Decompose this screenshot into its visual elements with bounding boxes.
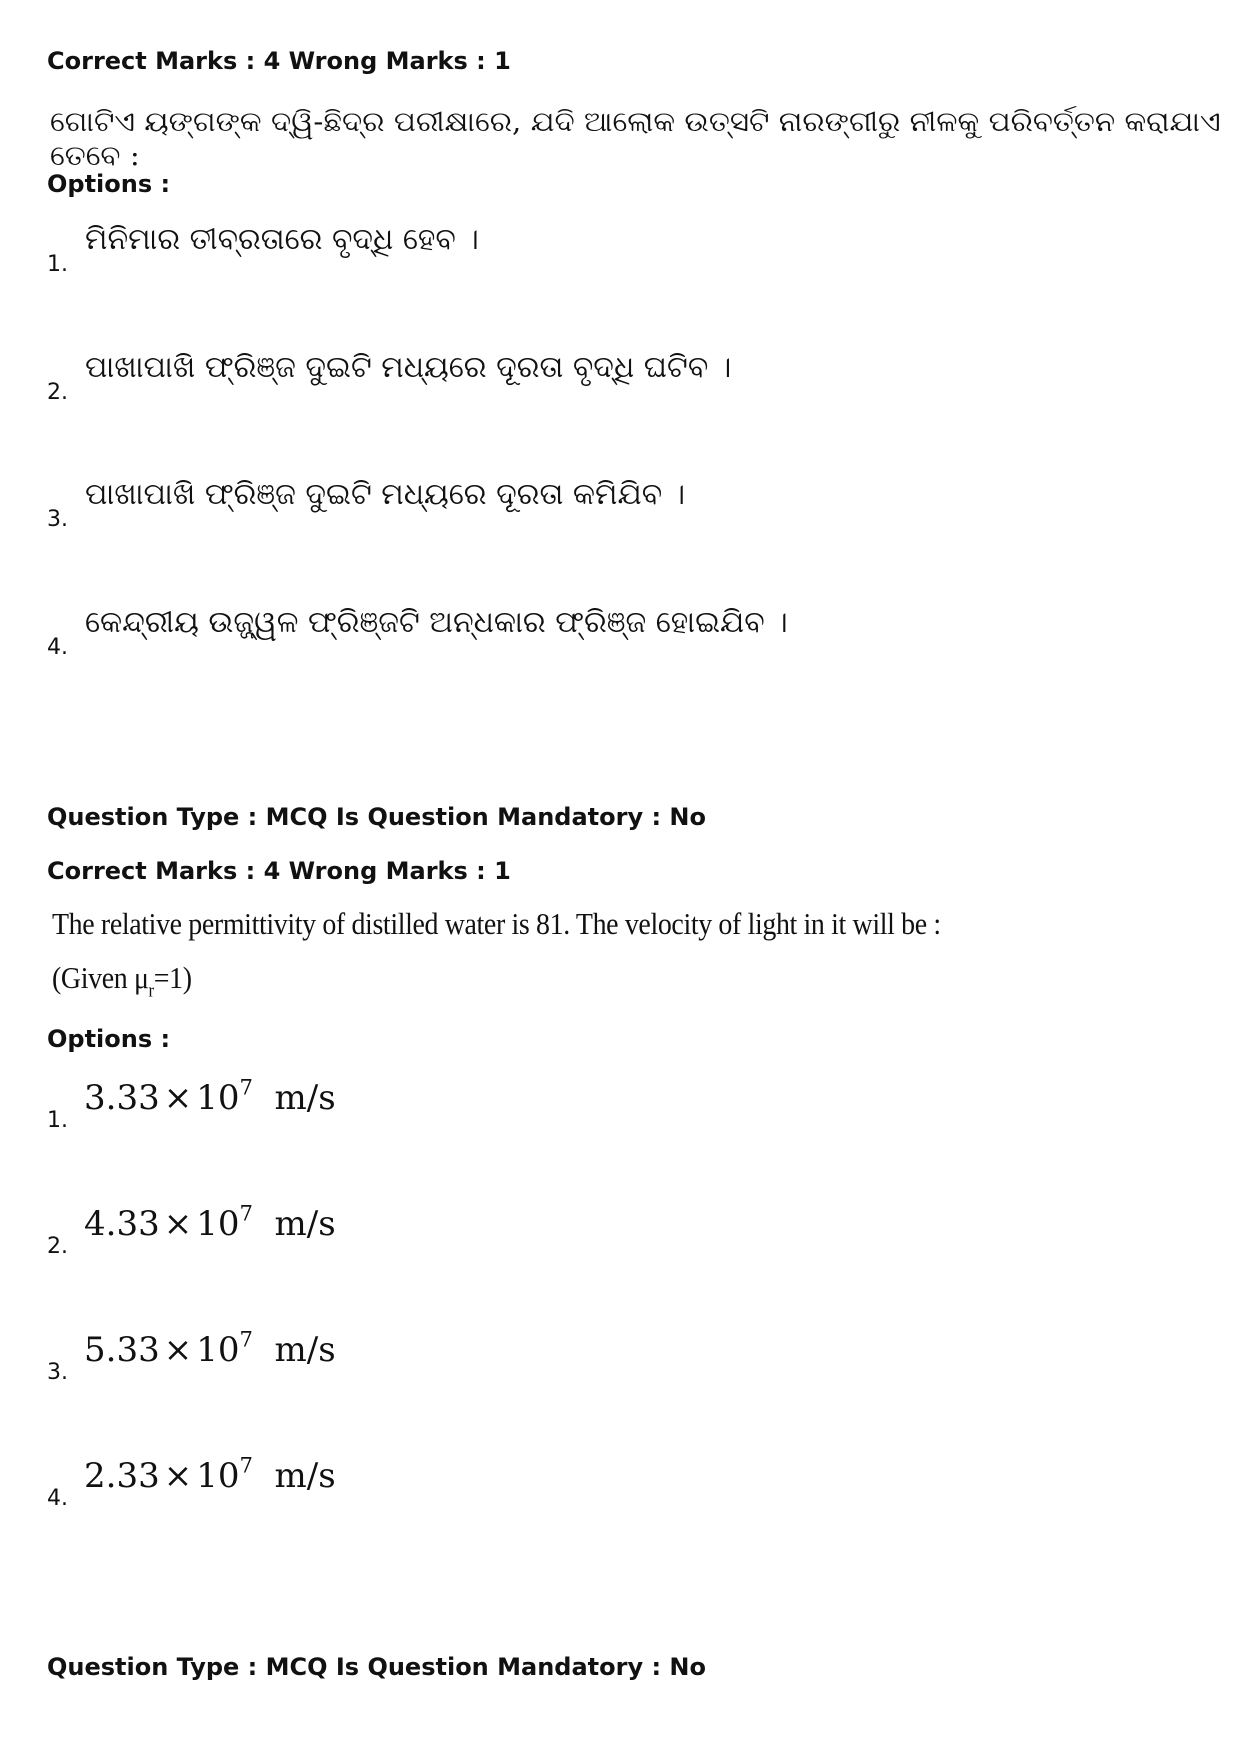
mu-symbol: μ: [133, 960, 149, 995]
option-text: ପାଖାପାଖି ଫ୍ରିଞ୍ଜ ଦୁଇଟି ମଧ୍ୟରେ ଦୂରତା କମିଯିବ ।: [85, 477, 686, 512]
option-number: 4.: [47, 1486, 68, 1511]
option-number: 1.: [47, 1108, 68, 1133]
options-label: Options :: [47, 1025, 171, 1053]
option-formula: $3.33 \times 10^7$ m/s: [84, 1074, 336, 1118]
question-text-given: [52, 960, 192, 1002]
option-number: 2.: [47, 1234, 68, 1259]
option-number: 2.: [47, 380, 68, 405]
marks-line: Correct Marks : 4 Wrong Marks : 1: [47, 47, 511, 75]
option-number: 3.: [47, 507, 68, 532]
option-number: 1.: [47, 252, 68, 277]
option-number: 3.: [47, 1360, 68, 1385]
option-formula: $4.33 \times 10^7$ m/s: [84, 1200, 336, 1244]
option-formula: $5.33 \times 10^7$ m/s: [84, 1326, 336, 1370]
question-type-line: Question Type : MCQ Is Question Mandatory : No: [47, 803, 706, 831]
option-text: ମିନିମାର ତୀବ୍ରତାରେ ବୃଦ୍ଧି ହେବ ।: [85, 222, 479, 257]
option-text: ପାଖାପାଖି ଫ୍ରିଞ୍ଜ ଦୁଇଟି ମଧ୍ୟରେ ଦୂରତା ବୃଦ୍ଧି ଘଟିବ ।: [85, 350, 732, 385]
given-prefix: (Given: [52, 960, 134, 995]
question-text-odia: ଗୋଟିଏ ୟଙ୍ଗଙ୍କ ଦ୍ୱି-ଛିଦ୍ର ପରୀକ୍ଷାରେ, ଯଦି ଆଲୋକ ଉତ୍ସଟି ନାରଙ୍ଗୀରୁ ନୀଳକୁ ପରିବର୍ତ୍ତନ କରାଯାଏ ତେବେ :: [50, 105, 1221, 172]
option-text: କେନ୍ଦ୍ରୀୟ ଉଜ୍ଜ୍ୱଳ ଫ୍ରିଞ୍ଜଟି ଅନ୍ଧକାର ଫ୍ରିଞ୍ଜ ହୋଇଯିବ ।: [85, 605, 788, 640]
mu-subscript: r: [148, 980, 154, 1002]
option-number: 4.: [47, 635, 68, 660]
marks-line: Correct Marks : 4 Wrong Marks : 1: [47, 857, 511, 885]
question-type-line: Question Type : MCQ Is Question Mandatory : No: [47, 1653, 706, 1681]
option-formula: $2.33 \times 10^7$ m/s: [84, 1452, 336, 1496]
question-text-line1: The relative permittivity of distilled water is 81. The velocity of light in it will be :: [52, 906, 941, 941]
options-label: Options :: [47, 170, 171, 198]
given-suffix: =1): [153, 960, 192, 995]
